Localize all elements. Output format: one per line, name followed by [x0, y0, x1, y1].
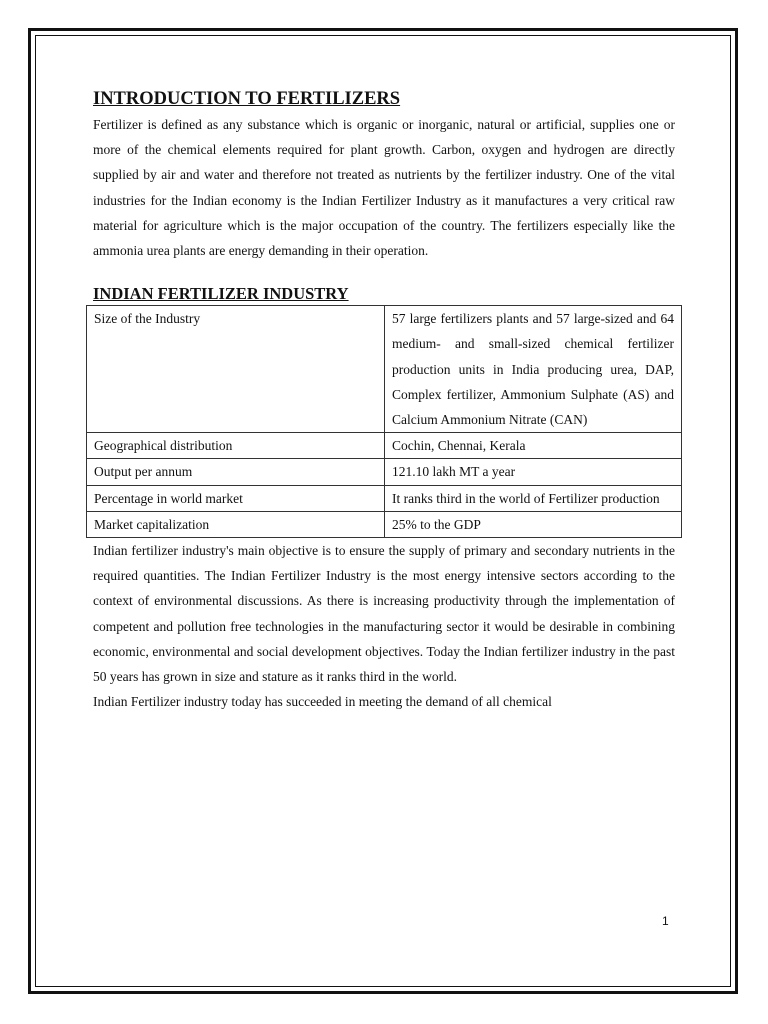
- body-paragraph: Indian fertilizer industry's main objective is to ensure the supply of primary and secondary nutrients in the required quantities. The Indian Fertilizer Industry is the most energy intensive sectors according to the context of environmental discussions. As there is increasing productivity through the implementation of competent and pollution free technologies in the manufacturing sector it would be desirable in combining economic, environmental and social development objectives. Today the Indian fertilizer industry in the past 50 years has grown in size and stature as it ranks third in the world.: [93, 543, 675, 685]
- section-heading: INDIAN FERTILIZER INDUSTRY: [93, 284, 349, 304]
- page-title: INTRODUCTION TO FERTILIZERS: [93, 89, 401, 109]
- table-row: [87, 306, 682, 433]
- table-cell-label: Market capitalization: [87, 511, 385, 537]
- table-cell-value: Cochin, Chennai, Kerala: [385, 433, 682, 459]
- table-cell-value: 57 large fertilizers plants and 57 large-sized and 64 medium- and small-sized chemical fertilizer production units in India producing urea, DAP, Complex fertilizer, Ammonium Sulphate (AS) and Calcium Ammonium Nitrate (CAN): [385, 306, 682, 433]
- table-cell-label: Percentage in world market: [87, 485, 385, 511]
- industry-table: [86, 305, 682, 538]
- table-row: [87, 485, 682, 511]
- page-number: 1: [662, 914, 669, 928]
- table-cell-label: Output per annum: [87, 459, 385, 485]
- table-cell-label: Geographical distribution: [87, 433, 385, 459]
- table-row: [87, 459, 682, 485]
- table-row: [87, 511, 682, 537]
- table-cell-label: Size of the Industry: [87, 306, 385, 433]
- table-cell-value: It ranks third in the world of Fertilizer production: [385, 485, 682, 511]
- intro-paragraph: Fertilizer is defined as any substance which is organic or inorganic, natural or artificial, supplies one or more of the chemical elements required for plant growth. Carbon, oxygen and hydrogen are directly supplied by air and water and therefore not treated as nutrients by the fertilizer industry. One of the vital industries for the Indian economy is the Indian Fertilizer Industry as it manufactures a very critical raw material for agriculture which is the major occupation of the country. The fertilizers especially like the ammonia urea plants are energy demanding in their operation.: [93, 117, 675, 259]
- document-body: [93, 86, 675, 714]
- table-row: [87, 433, 682, 459]
- table-cell-value: 121.10 lakh MT a year: [385, 459, 682, 485]
- table-cell-value: 25% to the GDP: [385, 511, 682, 537]
- body-paragraph-continued: Indian Fertilizer industry today has succeeded in meeting the demand of all chemical: [93, 694, 552, 710]
